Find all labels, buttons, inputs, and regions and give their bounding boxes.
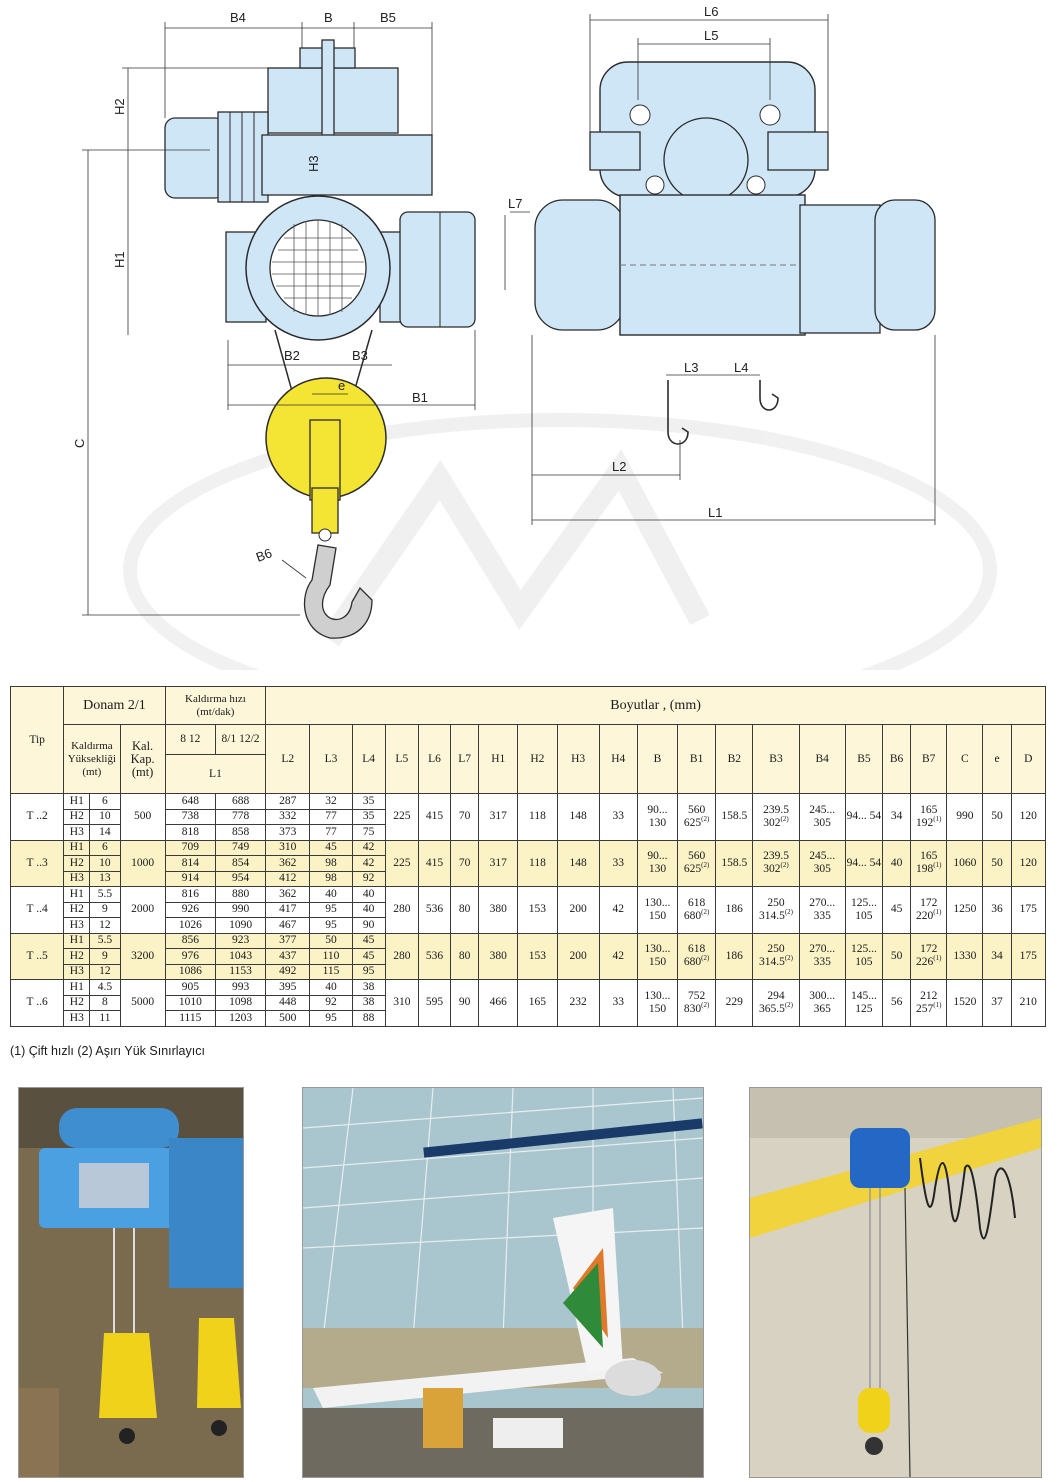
cell-b2: 158.5	[716, 840, 753, 887]
cell-l3: 95	[310, 918, 352, 934]
cell-l1b: 1090	[215, 918, 265, 934]
cell-h-label: H1	[64, 840, 90, 856]
dim-b5: B5	[380, 10, 396, 25]
cell-l4: 40	[352, 902, 385, 918]
cell-l2: 395	[266, 980, 310, 996]
th-col: H2	[518, 725, 557, 794]
cell-h-value: 4.5	[90, 980, 120, 996]
cell-b4: 300... 365	[799, 980, 845, 1027]
cell-l7: 70	[451, 840, 479, 887]
cell-h-value: 9	[90, 949, 120, 965]
cell-h2: 118	[518, 840, 557, 887]
cell-l4: 92	[352, 871, 385, 887]
cell-l6: 415	[418, 794, 450, 841]
th-l1: L1	[165, 755, 265, 794]
cell-b2: 186	[716, 933, 753, 980]
cell-l4: 35	[352, 809, 385, 825]
table-row	[11, 887, 1046, 903]
cell-l5: 280	[385, 933, 418, 980]
cell-l2: 287	[266, 794, 310, 810]
cell-l1a: 914	[165, 871, 215, 887]
cell-e: 37	[983, 980, 1011, 1027]
table-row	[11, 980, 1046, 996]
cell-l1a: 1010	[165, 995, 215, 1011]
cell-c: 1250	[947, 887, 983, 934]
photo-overhead-crane	[749, 1087, 1042, 1478]
cell-l1a: 976	[165, 949, 215, 965]
cell-c: 1060	[947, 840, 983, 887]
th-col: L2	[266, 725, 310, 794]
cell-l1a: 648	[165, 794, 215, 810]
cell-l1b: 1098	[215, 995, 265, 1011]
cell-l1b: 923	[215, 933, 265, 949]
cell-l3: 98	[310, 871, 352, 887]
cell-h3: 200	[557, 887, 599, 934]
cell-h4: 33	[599, 794, 637, 841]
cell-h-label: H1	[64, 980, 90, 996]
cell-l7: 80	[451, 933, 479, 980]
cell-l3: 40	[310, 887, 352, 903]
cell-l3: 98	[310, 856, 352, 872]
dim-b4: B4	[230, 10, 246, 25]
cell-h4: 33	[599, 980, 637, 1027]
th-col: H3	[557, 725, 599, 794]
cell-l1b: 858	[215, 825, 265, 841]
th-boyutlar: Boyutlar , (mm)	[266, 687, 1046, 725]
cell-b: 90... 130	[637, 840, 677, 887]
cell-b4: 270... 335	[799, 933, 845, 980]
cell-h4: 33	[599, 840, 637, 887]
cell-l1b: 1153	[215, 964, 265, 980]
cell-l1a: 1086	[165, 964, 215, 980]
cell-h-value: 6	[90, 840, 120, 856]
cell-l1a: 1026	[165, 918, 215, 934]
cell-h-value: 14	[90, 825, 120, 841]
cell-h3: 232	[557, 980, 599, 1027]
cell-h2: 165	[518, 980, 557, 1027]
cell-d: 120	[1011, 840, 1045, 887]
cell-b1: 618 680$^{(2)}$	[678, 933, 716, 980]
cell-l5: 225	[385, 794, 418, 841]
cell-h-label: H2	[64, 856, 90, 872]
th-kal-kap: Kal. Kap. (mt)	[120, 725, 165, 794]
th-col: D	[1011, 725, 1045, 794]
cell-h-value: 13	[90, 871, 120, 887]
dim-h3: H3	[306, 155, 321, 172]
cell-b3: 250 314.5$^{(2)}$	[753, 887, 799, 934]
th-col: L7	[451, 725, 479, 794]
cell-tip: T ..3	[11, 840, 64, 887]
dim-l2: L2	[612, 459, 627, 474]
cell-h3: 200	[557, 933, 599, 980]
photo-hoists-workshop	[18, 1087, 244, 1478]
cell-h-label: H3	[64, 918, 90, 934]
cell-h1: 380	[479, 933, 518, 980]
cell-l3: 45	[310, 840, 352, 856]
dim-b6: B6	[253, 545, 274, 565]
cell-h-label: H2	[64, 809, 90, 825]
th-col: L4	[352, 725, 385, 794]
dim-h1: H1	[112, 251, 127, 268]
cell-b6: 56	[883, 980, 911, 1027]
cell-l4: 35	[352, 794, 385, 810]
cell-b6: 45	[883, 887, 911, 934]
dim-b: B	[324, 10, 333, 25]
th-col: e	[983, 725, 1011, 794]
th-kaldirma-yuksekligi: Kaldırma Yüksekliği (mt)	[64, 725, 120, 794]
cell-tip: T ..4	[11, 887, 64, 934]
th-col: L6	[418, 725, 450, 794]
cell-h-value: 5.5	[90, 887, 120, 903]
cell-l7: 70	[451, 794, 479, 841]
cell-tip: T ..5	[11, 933, 64, 980]
watermark-logo	[130, 420, 990, 670]
th-kaldirma-hizi: Kaldırma hızı (mt/dak)	[165, 687, 265, 725]
cell-l4: 38	[352, 980, 385, 996]
cell-b1: 752 830$^{(2)}$	[678, 980, 716, 1027]
cell-c: 990	[947, 794, 983, 841]
cell-l1a: 856	[165, 933, 215, 949]
cell-kap: 5000	[120, 980, 165, 1027]
cell-h-label: H2	[64, 949, 90, 965]
cell-l2: 332	[266, 809, 310, 825]
cell-l1b: 954	[215, 871, 265, 887]
cell-e: 50	[983, 840, 1011, 887]
cell-h-label: H3	[64, 1011, 90, 1027]
cell-b5: 125... 105	[845, 887, 882, 934]
cell-tip: T ..6	[11, 980, 64, 1027]
cell-h2: 118	[518, 794, 557, 841]
cell-e: 50	[983, 794, 1011, 841]
th-col: B5	[845, 725, 882, 794]
cell-l6: 536	[418, 887, 450, 934]
footnotes: (1) Çift hızlı (2) Aşırı Yük Sınırlayıcı	[10, 1044, 205, 1058]
cell-l2: 373	[266, 825, 310, 841]
table-row	[11, 840, 1046, 856]
cell-l7: 90	[451, 980, 479, 1027]
th-col: L5	[385, 725, 418, 794]
dim-l6: L6	[704, 4, 719, 19]
cell-b4: 245... 305	[799, 840, 845, 887]
cell-l4: 38	[352, 995, 385, 1011]
cell-b5: 94... 54	[845, 840, 882, 887]
cell-d: 120	[1011, 794, 1045, 841]
cell-l1b: 778	[215, 809, 265, 825]
th-col: B1	[678, 725, 716, 794]
dim-b3: B3	[352, 348, 368, 363]
cell-l1a: 738	[165, 809, 215, 825]
cell-kap: 1000	[120, 840, 165, 887]
cell-l4: 42	[352, 856, 385, 872]
cell-h1: 466	[479, 980, 518, 1027]
cell-kap: 2000	[120, 887, 165, 934]
cell-b1: 618 680$^{(2)}$	[678, 887, 716, 934]
dim-l7: L7	[508, 196, 523, 211]
cell-h-label: H1	[64, 794, 90, 810]
dim-l5: L5	[704, 28, 719, 43]
cell-h-value: 9	[90, 902, 120, 918]
technical-drawings	[0, 0, 1059, 670]
cell-d: 175	[1011, 887, 1045, 934]
cell-kap: 3200	[120, 933, 165, 980]
cell-l5: 310	[385, 980, 418, 1027]
cell-l2: 362	[266, 887, 310, 903]
cell-l2: 437	[266, 949, 310, 965]
cell-l2: 448	[266, 995, 310, 1011]
th-col: H4	[599, 725, 637, 794]
cell-b4: 245... 305	[799, 794, 845, 841]
cell-l3: 32	[310, 794, 352, 810]
cell-l2: 500	[266, 1011, 310, 1027]
cell-h-value: 8	[90, 995, 120, 1011]
cell-b3: 239.5 302$^{(2)}$	[753, 840, 799, 887]
th-col: B7	[911, 725, 947, 794]
cell-h1: 380	[479, 887, 518, 934]
cell-h1: 317	[479, 794, 518, 841]
cell-b3: 294 365.5$^{(2)}$	[753, 980, 799, 1027]
cell-b: 130... 150	[637, 933, 677, 980]
cell-b5: 145... 125	[845, 980, 882, 1027]
cell-h3: 148	[557, 840, 599, 887]
cell-e: 36	[983, 887, 1011, 934]
spec-table-wrapper	[10, 686, 1046, 1027]
cell-b3: 239.5 302$^{(2)}$	[753, 794, 799, 841]
cell-d: 210	[1011, 980, 1045, 1027]
cell-l4: 45	[352, 949, 385, 965]
cell-l1a: 926	[165, 902, 215, 918]
cell-l4: 42	[352, 840, 385, 856]
th-col: B4	[799, 725, 845, 794]
cell-l4: 90	[352, 918, 385, 934]
dim-h2: H2	[112, 98, 127, 115]
cell-h4: 42	[599, 887, 637, 934]
cell-h-label: H2	[64, 902, 90, 918]
cell-l3: 95	[310, 902, 352, 918]
dim-c: C	[72, 438, 87, 448]
cell-l1a: 816	[165, 887, 215, 903]
th-speed-b: 8/1 12/2	[215, 725, 265, 755]
cell-b5: 94... 54	[845, 794, 882, 841]
dim-l1: L1	[708, 505, 723, 520]
cell-l1b: 1203	[215, 1011, 265, 1027]
cell-l4: 75	[352, 825, 385, 841]
cell-l4: 95	[352, 964, 385, 980]
cell-l1a: 818	[165, 825, 215, 841]
cell-l1a: 905	[165, 980, 215, 996]
cell-h1: 317	[479, 840, 518, 887]
cell-l1a: 814	[165, 856, 215, 872]
cell-b1: 560 625$^{(2)}$	[678, 840, 716, 887]
th-col: L3	[310, 725, 352, 794]
cell-b2: 158.5	[716, 794, 753, 841]
cell-l1a: 709	[165, 840, 215, 856]
cell-l2: 362	[266, 856, 310, 872]
cell-l2: 310	[266, 840, 310, 856]
cell-l6: 415	[418, 840, 450, 887]
th-col: B2	[716, 725, 753, 794]
cell-e: 34	[983, 933, 1011, 980]
cell-d: 175	[1011, 933, 1045, 980]
cell-b6: 50	[883, 933, 911, 980]
th-col: H1	[479, 725, 518, 794]
cell-l1b: 880	[215, 887, 265, 903]
photo-aircraft-hangar	[302, 1087, 704, 1478]
cell-h2: 153	[518, 887, 557, 934]
cell-b4: 270... 335	[799, 887, 845, 934]
cell-l3: 110	[310, 949, 352, 965]
cell-l7: 80	[451, 887, 479, 934]
cell-l2: 467	[266, 918, 310, 934]
table-row	[11, 794, 1046, 810]
cell-b1: 560 625$^{(2)}$	[678, 794, 716, 841]
cell-b7: 212 257$^{(1)}$	[911, 980, 947, 1027]
cell-tip: T ..2	[11, 794, 64, 841]
cell-l3: 77	[310, 809, 352, 825]
cell-h-value: 10	[90, 856, 120, 872]
cell-l6: 536	[418, 933, 450, 980]
spec-table-body	[11, 794, 1046, 1027]
cell-l3: 77	[310, 825, 352, 841]
hoist-front-view	[505, 4, 935, 525]
cell-l2: 492	[266, 964, 310, 980]
cell-l1b: 993	[215, 980, 265, 996]
cell-c: 1520	[947, 980, 983, 1027]
cell-l2: 377	[266, 933, 310, 949]
cell-l2: 412	[266, 871, 310, 887]
cell-b7: 165 198$^{(1)}$	[911, 840, 947, 887]
th-col: B6	[883, 725, 911, 794]
cell-l1a: 1115	[165, 1011, 215, 1027]
spec-table	[10, 686, 1046, 1027]
cell-h-label: H1	[64, 933, 90, 949]
cell-l3: 92	[310, 995, 352, 1011]
cell-l4: 40	[352, 887, 385, 903]
th-col: C	[947, 725, 983, 794]
cell-h-value: 6	[90, 794, 120, 810]
cell-h-value: 5.5	[90, 933, 120, 949]
cell-l2: 417	[266, 902, 310, 918]
th-col: B	[637, 725, 677, 794]
cell-h-value: 11	[90, 1011, 120, 1027]
th-speed-a: 8 12	[165, 725, 215, 755]
cell-h-label: H1	[64, 887, 90, 903]
cell-l3: 115	[310, 964, 352, 980]
cell-l3: 50	[310, 933, 352, 949]
cell-b: 130... 150	[637, 980, 677, 1027]
cell-h-value: 12	[90, 918, 120, 934]
cell-b6: 34	[883, 794, 911, 841]
cell-h-label: H3	[64, 871, 90, 887]
cell-l6: 595	[418, 980, 450, 1027]
dim-b1: B1	[412, 390, 428, 405]
th-tip: Tip	[11, 687, 64, 794]
cell-l1b: 990	[215, 902, 265, 918]
dim-e: e	[338, 378, 346, 393]
th-col: B3	[753, 725, 799, 794]
cell-c: 1330	[947, 933, 983, 980]
cell-h2: 153	[518, 933, 557, 980]
cell-l5: 225	[385, 840, 418, 887]
cell-b6: 40	[883, 840, 911, 887]
cell-l1b: 1043	[215, 949, 265, 965]
cell-b2: 229	[716, 980, 753, 1027]
cell-h-label: H2	[64, 995, 90, 1011]
th-donam: Donam 2/1	[64, 687, 165, 725]
cell-l5: 280	[385, 887, 418, 934]
dim-b2: B2	[284, 348, 300, 363]
cell-b3: 250 314.5$^{(2)}$	[753, 933, 799, 980]
cell-h3: 148	[557, 794, 599, 841]
cell-h-label: H3	[64, 825, 90, 841]
cell-b: 90... 130	[637, 794, 677, 841]
cell-h-value: 10	[90, 809, 120, 825]
cell-l4: 45	[352, 933, 385, 949]
cell-h4: 42	[599, 933, 637, 980]
cell-l3: 95	[310, 1011, 352, 1027]
cell-l3: 40	[310, 980, 352, 996]
cell-l1b: 854	[215, 856, 265, 872]
cell-l1b: 749	[215, 840, 265, 856]
cell-b7: 172 226$^{(1)}$	[911, 933, 947, 980]
cell-b: 130... 150	[637, 887, 677, 934]
cell-kap: 500	[120, 794, 165, 841]
dim-l3: L3	[684, 360, 699, 375]
cell-h-value: 12	[90, 964, 120, 980]
cell-l4: 88	[352, 1011, 385, 1027]
dim-l4: L4	[734, 360, 749, 375]
cell-h-label: H3	[64, 964, 90, 980]
cell-b5: 125... 105	[845, 933, 882, 980]
cell-b7: 172 220$^{(1)}$	[911, 887, 947, 934]
cell-l1b: 688	[215, 794, 265, 810]
cell-b2: 186	[716, 887, 753, 934]
cell-b7: 165 192$^{(1)}$	[911, 794, 947, 841]
table-row	[11, 933, 1046, 949]
